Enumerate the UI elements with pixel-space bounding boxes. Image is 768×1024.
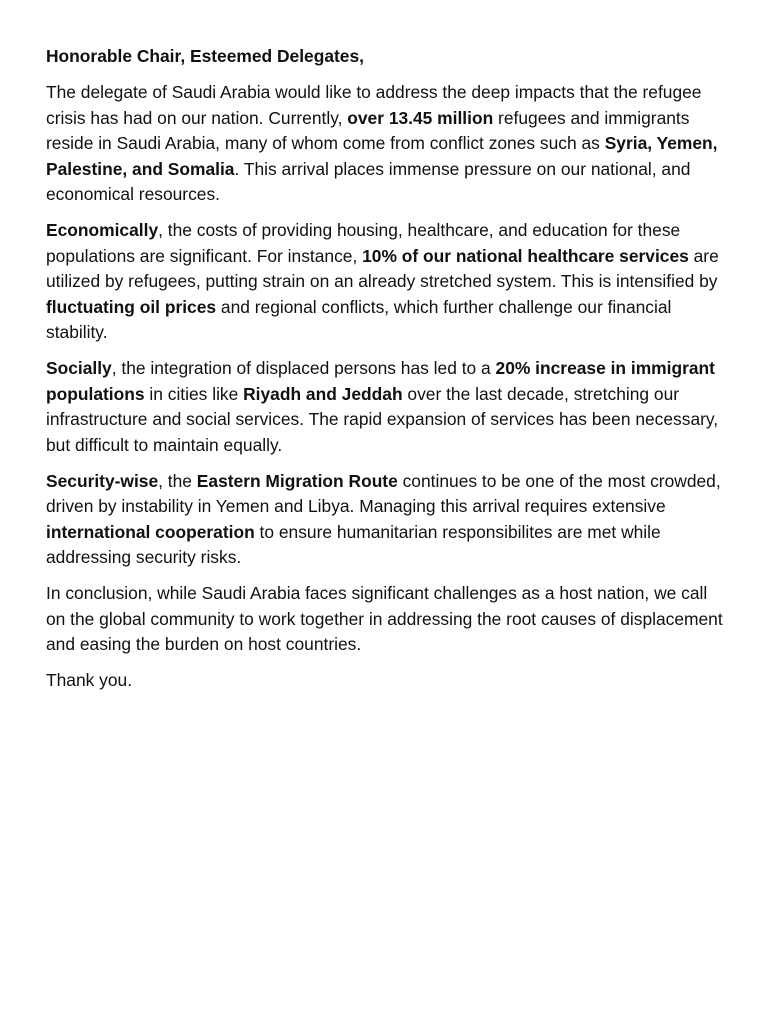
text-run: are utilized by refugees, putting strain on an already stretched system. This is intensified by bbox=[46, 245, 719, 291]
text-run: over the last decade, stretching our infrastructure and social services. The rapid expansion of services has been necessary, but difficult to maintain equally. bbox=[46, 383, 719, 455]
text-run-bold: Security-wise bbox=[46, 470, 159, 491]
text-run-bold: Socially bbox=[46, 358, 112, 378]
closing: Thank you. bbox=[46, 670, 133, 690]
text-run: to ensure humanitarian responsibilites are met while addressing security risks. bbox=[46, 521, 661, 567]
text-run-bold: international cooperation bbox=[46, 521, 255, 542]
text-run: The delegate of Saudi Arabia would like to address the deep impacts that the refugee crisis has had on our nation. Currently, bbox=[46, 82, 702, 128]
text-run: refugees and immigrants reside in Saudi Arabia, many of whom come from conflict zones such as bbox=[46, 107, 690, 153]
text-run: , the costs of providing housing, healthcare, and education for these populations are significant. For instance, bbox=[46, 220, 681, 266]
text-run-bold: fluctuating oil prices bbox=[46, 296, 217, 317]
paragraph-conclusion bbox=[46, 581, 726, 658]
text-run-bold: 10% of our national healthcare services bbox=[362, 245, 689, 266]
text-run-bold: Riyadh and Jeddah bbox=[243, 383, 403, 404]
text-run-bold: 20% increase in immigrant populations bbox=[46, 358, 715, 404]
text-run-bold: Syria, Yemen, Palestine, and Somalia bbox=[46, 133, 718, 179]
text-run-bold: over 13.45 million bbox=[347, 107, 494, 128]
salutation: Honorable Chair, Esteemed Delegates, bbox=[46, 46, 364, 66]
text-run: , the bbox=[158, 470, 197, 491]
text-run: and regional conflicts, which further challenge our financial stability. bbox=[46, 296, 672, 342]
text-run: . This arrival places immense pressure on our national, and economical resources. bbox=[46, 158, 691, 204]
paragraph-intro bbox=[46, 80, 726, 208]
paragraph-security bbox=[46, 469, 726, 571]
text-run: in cities like bbox=[144, 383, 244, 404]
paragraph-social bbox=[46, 356, 726, 458]
text-run-bold: Eastern Migration Route bbox=[196, 470, 398, 491]
text-run: In conclusion, while Saudi Arabia faces significant challenges as a host nation, we call on the global community to work together in addressing the root causes of displacement and easing the burden on host countries. bbox=[46, 583, 723, 654]
paragraph-economic bbox=[46, 218, 726, 346]
document-page bbox=[46, 44, 726, 704]
text-run: continues to be one of the most crowded, driven by instability in Yemen and Libya. Managing this arrival requires extensive bbox=[46, 470, 721, 516]
text-run-bold: Economically bbox=[46, 220, 159, 240]
text-run: , the integration of displaced persons has led to a bbox=[111, 358, 496, 378]
